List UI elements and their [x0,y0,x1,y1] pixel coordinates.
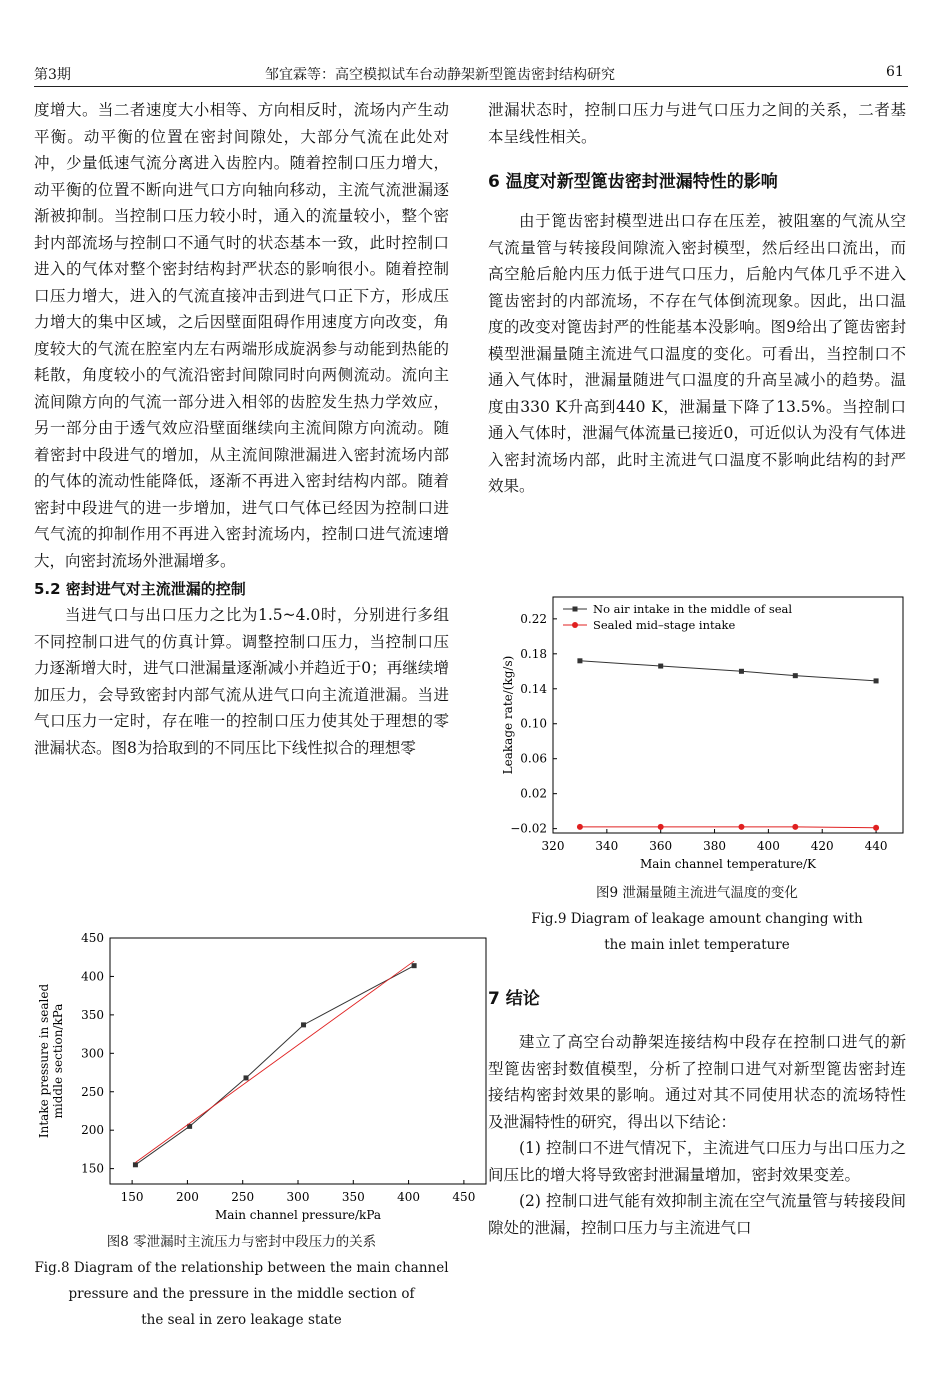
data-point [873,825,879,831]
x-tick-label: 440 [864,839,888,853]
legend-label: No air intake in the middle of seal [593,602,793,616]
data-point [793,673,798,678]
issue-number: 第3期 [34,67,71,83]
section-5-2-heading: 5.2 密封进气对主流泄漏的控制 [34,580,246,598]
x-tick-label: 400 [397,1190,421,1204]
y-tick-label: 250 [81,1084,104,1099]
section-6-heading: 6 温度对新型篦齿密封泄漏特性的影响 [488,172,778,192]
header-rule [34,86,908,87]
y-tick-label: 350 [81,1007,104,1022]
legend-marker [572,622,578,628]
figure-9-caption-cn: 图9 泄漏量随主流进气温度的变化 [596,885,798,901]
left-column [34,97,449,761]
data-point [244,1075,249,1080]
x-tick-label: 150 [120,1190,144,1204]
y-tick-label: 0.02 [520,786,547,801]
data-point [412,963,417,968]
y-axis-label: Leakage rate/(kg/s) [501,655,515,775]
right-paragraph-5: (2) 控制口进气能有效抑制主流在空气流量管与转接段间隙处的泄漏，控制口压力与主流进气口 [488,1192,906,1237]
figure-8-caption-en-2: pressure and the pressure in the middle section of [68,1286,415,1302]
series-line [135,966,414,1165]
y-tick-label: 0.10 [520,716,547,731]
y-axis-label: middle section/kPa [51,1003,65,1119]
right-paragraph-2: 由于篦齿密封模型进出口存在压差，被阻塞的气流从空气流量管与转接段间隙流入密封模型，然后经出口流出，而高空舱后舱内压力低于进气口压力，后舱内气体几乎不进入篦齿密封的内部流场，不存在气体倒流现象。因此，出口温度的改变对篦齿封严的性能基本没影响。图9给出了篦齿密封模型泄漏量随主流进气口温度的变化。可看出，当控制口不通入气体时，泄漏量随进气口温度的升高呈减小的趋势。温度由330 K升高到440 K，泄漏量下降了13.5%。当控制口通入气体时，泄漏气体流量已接近0，可近似认为没有气体进入密封流场内部，此时主流进气口温度不影响此结构的封严效果。 [488,212,906,495]
data-point [577,824,583,830]
x-tick-label: 340 [595,839,619,853]
right-column-bottom [488,985,906,1241]
x-tick-label: 360 [649,839,673,853]
data-point [577,658,582,663]
x-tick-label: 400 [756,839,780,853]
figure-9-caption-en-1: Fig.9 Diagram of leakage amount changing with [531,911,863,927]
y-tick-label: 0.22 [520,611,547,626]
y-axis-label: Intake pressure in sealed [37,983,51,1139]
y-tick-label: 0.14 [520,681,547,696]
x-tick-label: 350 [341,1190,365,1204]
data-point [792,824,798,830]
data-point [133,1162,138,1167]
series-line [580,827,876,828]
fit-line [135,961,414,1162]
y-tick-label: 0.06 [520,751,547,766]
right-column-top [488,97,906,500]
plot-frame [110,938,486,1184]
y-tick-label: 0.18 [520,646,547,661]
legend-label: Sealed mid–stage intake [593,618,736,632]
y-tick-label: 400 [81,969,104,984]
y-tick-label: 300 [81,1046,104,1061]
y-tick-label: −0.02 [510,821,547,836]
plot-frame [553,597,903,833]
x-tick-label: 320 [541,839,565,853]
right-paragraph-4: (1) 控制口不进气情况下，主流进气口压力与出口压力之间压比的增大将导致密封泄漏量增加，密封效果变差。 [488,1139,906,1184]
x-tick-label: 380 [703,839,726,853]
data-point [874,678,879,683]
y-tick-label: 150 [81,1161,104,1176]
right-paragraph-3: 建立了高空台动静架连接结构中段存在控制口进气的新型篦齿密封数值模型，分析了控制口进气对新型篦齿密封连接结构密封效果的影响。通过对其不同使用状态的流场特性及泄漏特性的研究，得出以下结论： [488,1033,906,1131]
x-tick-label: 420 [810,839,834,853]
x-axis-label: Main channel temperature/K [639,857,817,871]
figure-8-chart [30,925,476,1225]
figure-8-caption-en-3: the seal in zero leakage state [141,1312,342,1328]
figure-8-caption [34,1229,449,1333]
y-tick-label: 450 [81,931,104,945]
figure-9-caption-en-2: the main inlet temperature [604,937,790,953]
legend-marker [573,607,578,612]
x-tick-label: 200 [175,1190,199,1204]
x-tick-label: 450 [452,1190,476,1204]
data-point [658,824,664,830]
right-paragraph-1: 泄漏状态时，控制口压力与进气口压力之间的关系，二者基本呈线性相关。 [488,101,906,146]
x-tick-label: 300 [286,1190,310,1204]
series-line [580,661,876,681]
data-point [739,669,744,674]
left-paragraph-1: 度增大。当二者速度大小相等、方向相反时，流场内产生动平衡。动平衡的位置在密封间隙处，大部分气流在此处对冲，少量低速气流分离进入齿腔内。随着控制口压力增大，动平衡的位置不断向进气口方向轴向移动，主流气流泄漏逐渐被抑制。当控制口压力较小时，通入的流量较小，整个密封内部流场与控制口不通气时的状态基本一致，此时控制口进入的气体对整个密封结构封严状态的影响很小。随着控制口压力增大，进入的气流直接冲击到进气口正下方，形成压力增大的集中区域，之后因壁面阻碍作用速度方向改变，角度较大的气流在腔室内左右两端形成旋涡参与动能到热能的耗散，角度较小的气流沿密封间隙同时向两侧流动。流向主流间隙方向的气流一部分进入相邻的齿腔发生热力学效应，另一部分由于透气效应沿壁面继续向主流间隙方向流动。随着密封中段进气的增加，从主流间隙泄漏进入密封流场内部的气体的流动性能降低，逐渐不再进入密封结构内部。随着密封中段进气的进一步增加，进气口气体已经因为控制口进气气流的抑制作用不再进入密封流场内，控制口进气流速增大，向密封流场外泄漏增多。 [34,101,449,570]
left-paragraph-2: 当进气口与出口压力之比为1.5~4.0时，分别进行多组不同控制口进气的仿真计算。调整控制口压力，当控制口压力逐渐增大时，进气口泄漏量逐渐减小并趋近于0；再继续增加压力，会导致密封内部气流从进气口向主流道泄漏。当进气口压力一定时，存在唯一的控制口压力使其处于理想的零泄漏状态。图8为拾取到的不同压比下线性拟合的理想零 [34,606,449,757]
figure-8-caption-en-1: Fig.8 Diagram of the relationship between the main channel [34,1260,449,1276]
section-7-heading: 7 结论 [488,989,540,1009]
page-number: 61 [886,64,904,80]
x-tick-label: 250 [231,1190,255,1204]
running-title: 邹宜霖等：高空模拟试车台动静架新型篦齿密封结构研究 [265,67,615,83]
figure-8-caption-cn: 图8 零泄漏时主流压力与密封中段压力的关系 [106,1234,377,1250]
figure-9-chart [490,588,906,878]
data-point [658,664,663,669]
data-point [738,824,744,830]
data-point [301,1022,306,1027]
x-axis-label: Main channel pressure/kPa [214,1208,382,1222]
y-tick-label: 200 [81,1123,104,1138]
figure-9-caption [488,880,906,958]
